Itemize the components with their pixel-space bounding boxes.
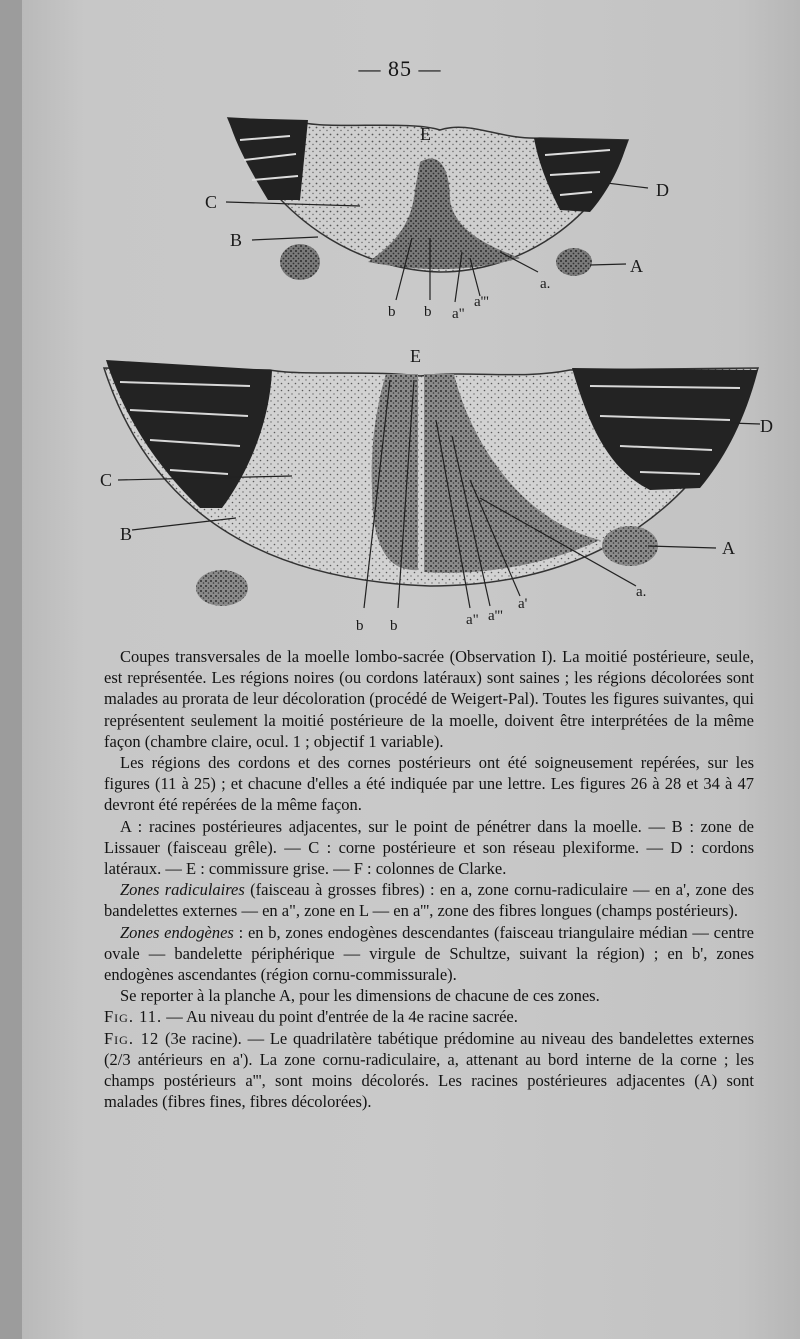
- label-C: C: [100, 470, 113, 490]
- label-a: a.: [540, 276, 551, 292]
- label-b2: b: [390, 618, 398, 634]
- figure-12-spinal-cord-section: [0, 340, 800, 640]
- label-C: C: [205, 192, 218, 212]
- label-a2: a": [452, 306, 465, 322]
- figure-caption: Coupes transversales de la moelle lombo-sacrée (Observation I). La moitié postérieure, seule, est représentée. Les régions noires (ou cordons latéraux) sont saines ; les régions décolorées sont malades au prorata de leur décoloration (procédé de Weigert-Pal). Toutes les figures suivantes, qui représentent seulement la moitié postérieure de la moelle, doivent être interprétées de la même façon (chambre claire, ocul. 1 ; objectif 1 variable).: [104, 647, 754, 751]
- label-D: D: [656, 180, 669, 200]
- label-A: A: [630, 256, 643, 276]
- commissure-left: [372, 374, 418, 570]
- paragraph-zones-radiculaires: [104, 879, 754, 921]
- label-E: E: [410, 346, 421, 366]
- label-a1: a': [518, 596, 528, 612]
- fig-11-text: — Au niveau du point d'entrée de la 4e racine sacrée.: [162, 1007, 518, 1027]
- root-left: [196, 570, 248, 606]
- label-b2: b: [424, 304, 432, 320]
- label-E: E: [420, 124, 431, 144]
- zones-radiculaires-text: (faisceau à grosses fibres) : en a, zone cornu-radiculaire — en a', zone des bandelettes externes — en a", zone en L — en a''', zone des fibres longues (champs postérieurs).: [104, 880, 754, 921]
- root-left: [280, 244, 320, 280]
- body-text: [104, 646, 754, 1112]
- label-a3: a''': [474, 294, 489, 310]
- lateral-cord-left: [228, 118, 308, 200]
- zones-radiculaires-title: Zones radiculaires: [120, 880, 245, 900]
- label-B: B: [230, 230, 243, 250]
- paragraph-regions: Les régions des cordons et des cornes postérieurs ont été soigneusement repérées, sur les figures (11 à 25) ; et chacune d'elles a été indiquée par une lettre. Les figures 26 à 28 et 34 à 47 devront été repérées de la même façon.: [104, 753, 754, 815]
- paragraph-zones-endogenes: [104, 922, 754, 986]
- fig-12-label: Fig. 12: [104, 1028, 160, 1048]
- paragraph-legend: A : racines postérieures adjacentes, sur le point de pénétrer dans la moelle. — B : zone de Lissauer (faisceau grêle). — C : corne postérieure et son réseau plexiforme. — D : cordons latéraux. — E : commissure grise. — F : colonnes de Clarke.: [104, 816, 754, 879]
- page-number: — 85 —: [358, 56, 442, 81]
- paragraph-fig-12: [104, 1028, 754, 1113]
- label-a3: a''': [488, 608, 503, 624]
- label-B: B: [120, 524, 133, 544]
- root-right: [556, 248, 592, 276]
- paragraph-fig-11: [104, 1006, 754, 1027]
- label-a2: a": [466, 612, 479, 628]
- zones-endogenes-title: Zones endogènes: [120, 922, 234, 942]
- label-D: D: [760, 416, 773, 436]
- label-A: A: [722, 538, 735, 558]
- label-a: a.: [636, 584, 647, 600]
- paragraph-planche: Se reporter à la planche A, pour les dimensions de chacune de ces zones.: [120, 986, 600, 1006]
- fig-12-text: (3e racine). — Le quadrilatère tabétique prédomine au niveau des bandelettes externes (2/3 antérieurs en a'). La zone cornu-radiculaire, a, attenant au bord interne de la corne ; les champs postérieurs a''', sont moins décolorés. Les racines postérieures adjacentes (A) sont malades (fibres fines, fibres décolorées).: [104, 1028, 754, 1112]
- fig-11-label: Fig. 11.: [104, 1007, 163, 1027]
- figure-11-spinal-cord-section: [0, 0, 800, 340]
- zones-endogenes-text: : en b, zones endogènes descendantes (faisceau triangulaire médian — centre ovale — bandelette périphérique — virgule de Schultze, suivant la région) ; en b', zones endogènes ascendantes (région cornu-commissurale).: [104, 922, 754, 985]
- label-b1: b: [388, 304, 396, 320]
- label-b1: b: [356, 618, 364, 634]
